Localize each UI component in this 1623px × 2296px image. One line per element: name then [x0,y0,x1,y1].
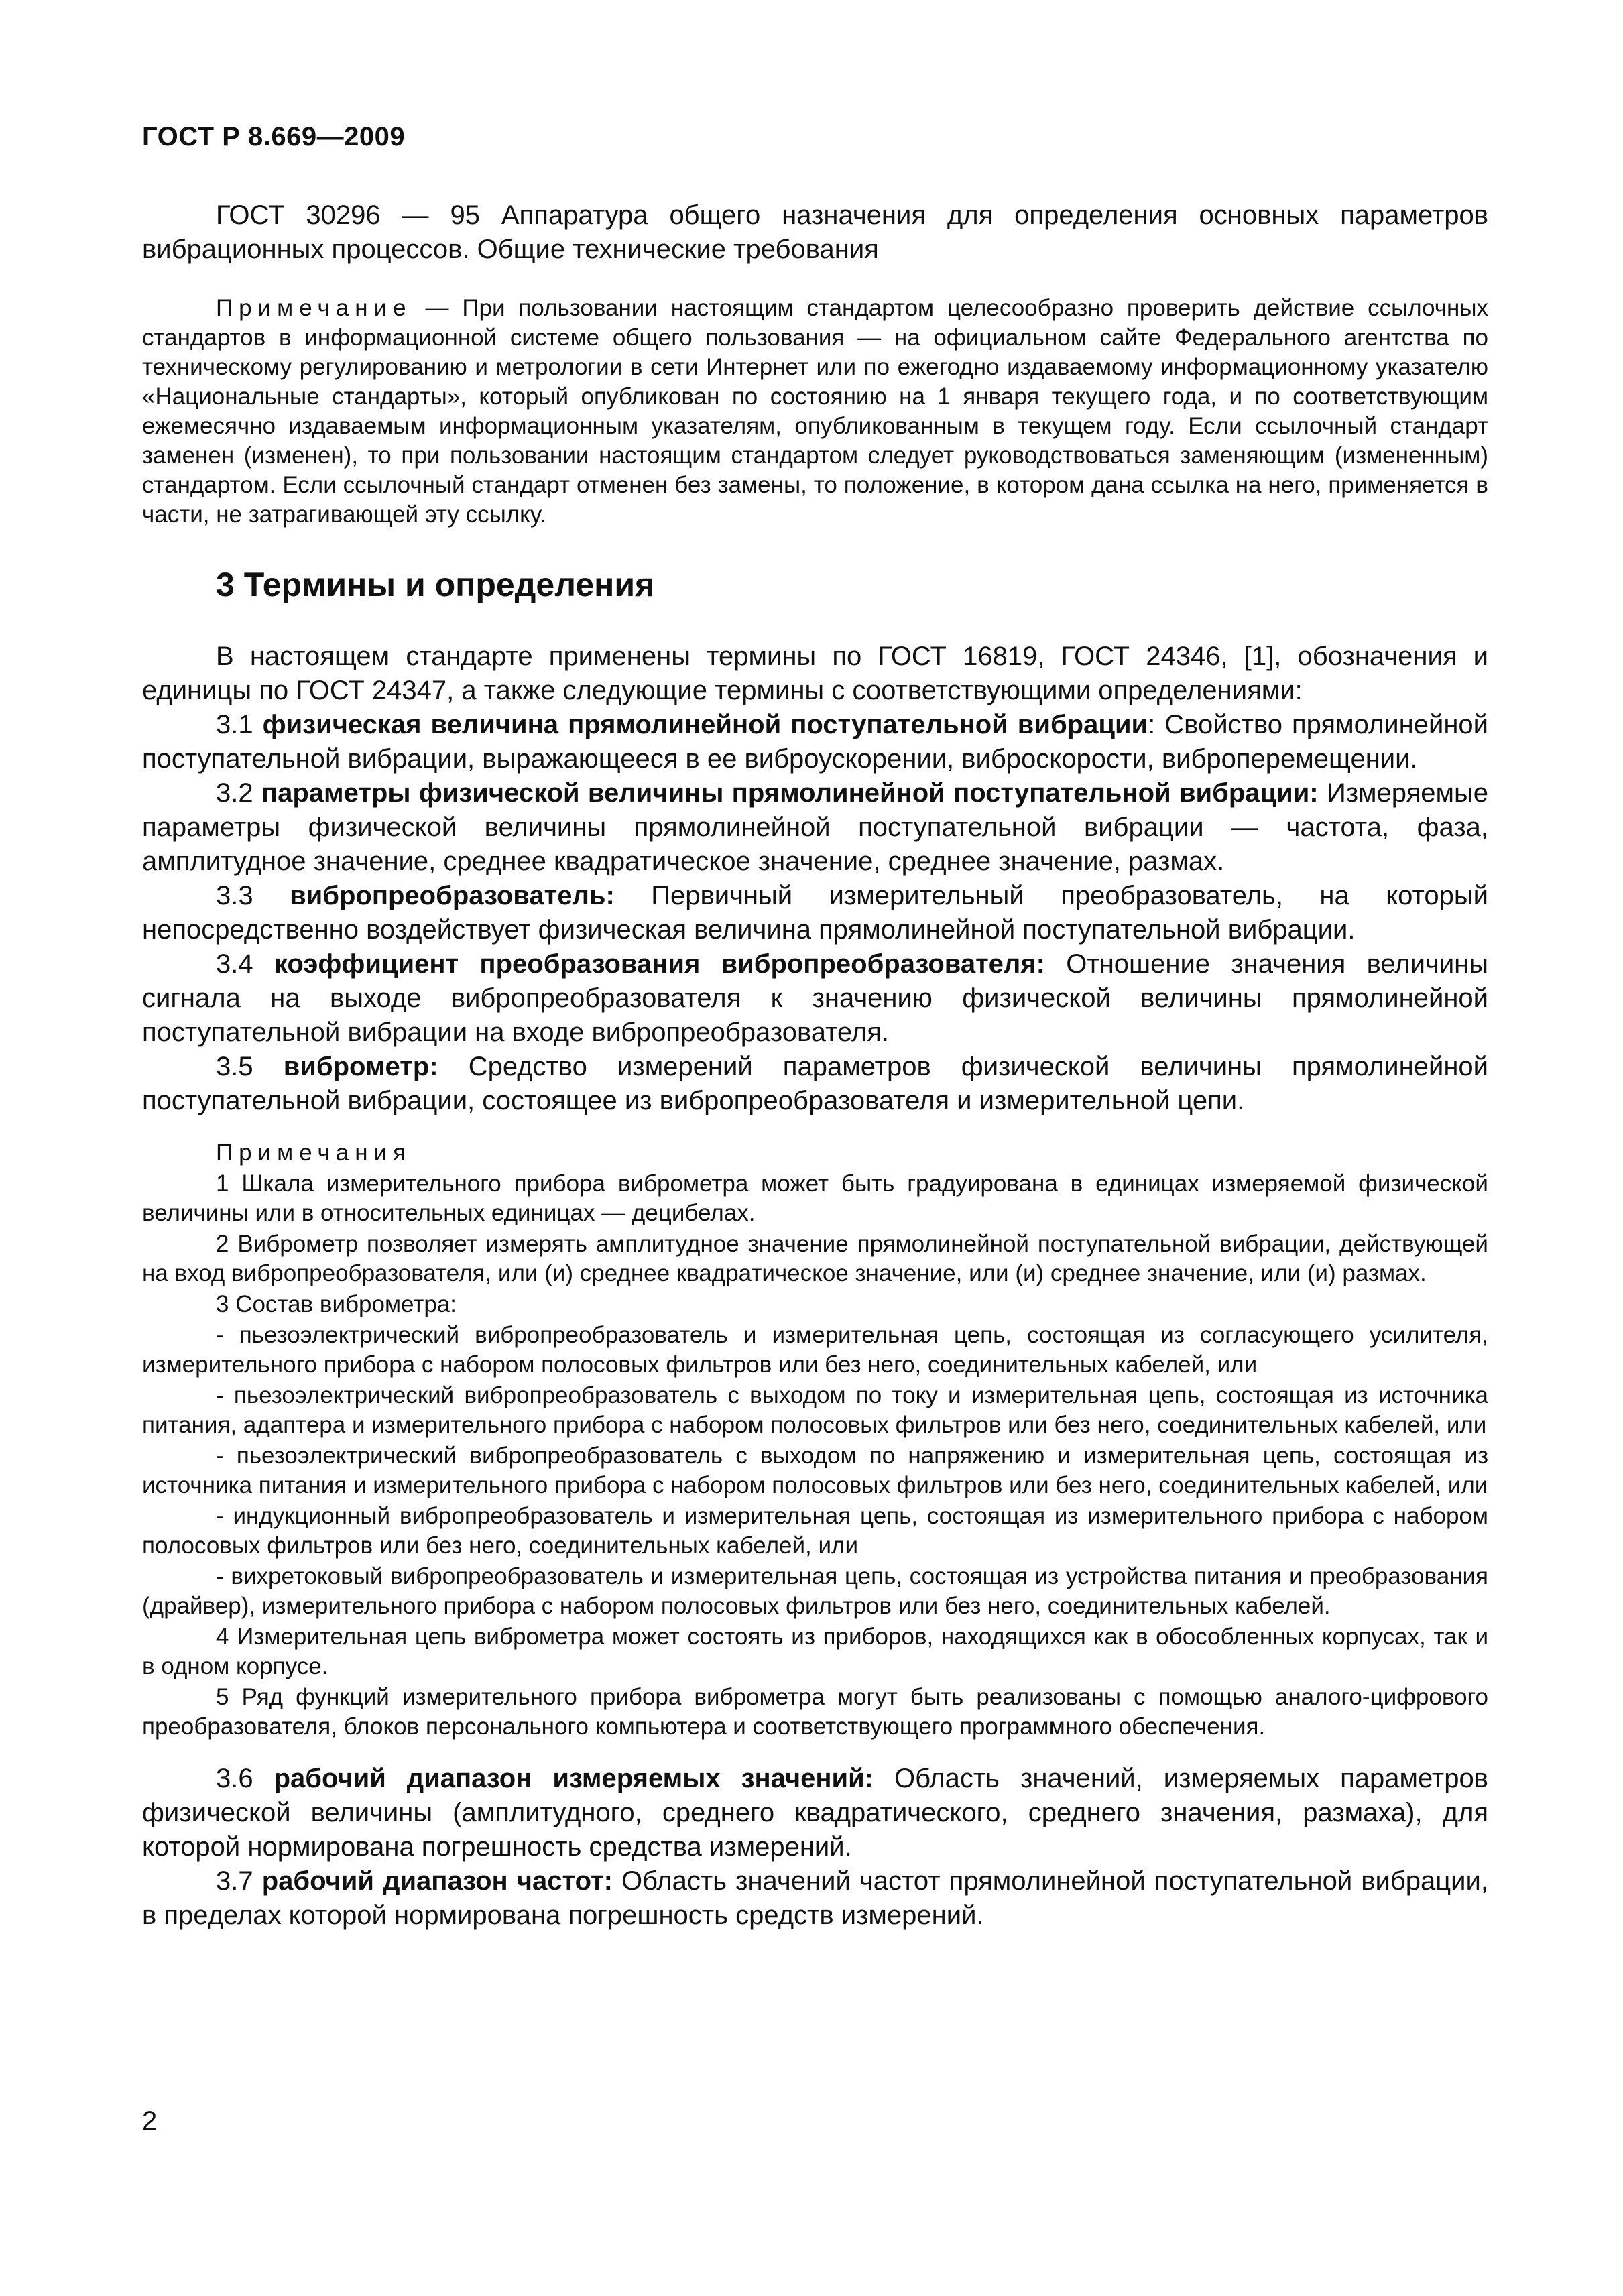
term-name: рабочий диапазон измеряемых значений: [274,1764,874,1793]
term-name: параметры физической величины прямолинейной поступательной вибрации: [261,778,1319,808]
term-3-4 [142,947,1488,1050]
term-3-1 [142,708,1488,776]
section-3-intro: В настоящем стандарте применены термины по ГОСТ 16819, ГОСТ 24346, [1], обозначения и единицы по ГОСТ 24347, а также следующие термины с соответствующими определениями: [142,642,1488,705]
note-top [142,294,1488,530]
section-3-title: 3 Термины и определения [216,566,655,603]
term-name: вибропреобразователь: [290,881,615,910]
term-separator: : [1148,710,1156,739]
term-3-2 [142,776,1488,879]
term-3-6 [142,1762,1488,1864]
term-number: 3.3 [216,881,253,910]
note-item: 4 Измерительная цепь виброметра может состоять из приборов, находящихся как в обособленных корпусах, так и в одном корпусе. [142,1624,1488,1679]
note-top-text: — При пользовании настоящим стандартом целесообразно проверить действие ссылочных стандартов в информационной системе общего пользования — на официальном сайте Федерального агентства по техническому регулированию и метрологии в сети Интернет или по ежегодно издаваемому информационному указателю «Национальные стандарты», который опубликован по состоянию на 1 января текущего года, и по соответствующим ежемесячно издаваемым информационным указателям, опубликованным в текущем году. Если ссылочный стандарт заменен (изменен), то при пользовании настоящим стандартом следует руководствоваться заменяющим (измененным) стандартом. Если ссылочный стандарт отменен без замены, то положение, в котором дана ссылка на него, применяется в части, не затрагивающей эту ссылку. [142,295,1488,528]
term-number: 3.1 [216,710,253,739]
term-name: коэффициент преобразования вибропреобразователя: [274,949,1045,979]
notes-heading: Примечания [216,1140,412,1166]
note-top-label: Примечание [216,295,412,321]
notes-block [142,1138,1488,1742]
document-header: ГОСТ Р 8.669—2009 [142,122,406,152]
term-number: 3.7 [216,1866,253,1896]
term-name: виброметр: [283,1052,438,1081]
document-body [142,198,1488,1939]
note-item: - вихретоковый вибропреобразователь и измерительная цепь, состоящая из устройства питания и преобразования (драйвер), измерительного прибора с набором полосовых фильтров или без него, соединительных кабелей. [142,1563,1488,1619]
term-definition: Первичный измерительный преобразователь, на который непосредственно воздействует физическая величина прямолинейной поступательной вибрации. [142,881,1488,945]
term-number: 3.5 [216,1052,253,1081]
note-item: 1 Шкала измерительного прибора виброметра может быть градуирована в единицах измеряемой физической величины или в относительных единицах — децибелах. [142,1170,1488,1226]
note-item: - пьезоэлектрический вибропреобразователь с выходом по напряжению и измерительная цепь, состоящая из источника питания и измерительного прибора с набором полосовых фильтров или без него, соединительных кабелей, или [142,1443,1488,1498]
page-number: 2 [142,2106,158,2136]
note-item: 3 Состав виброметра: [216,1291,457,1317]
term-definition: Область значений, измеряемых параметров физической величины (амплитудного, среднего квадратического, среднего значения, размаха), для которой нормирована погрешность средства измерений. [142,1764,1488,1862]
term-name: рабочий диапазон частот: [261,1866,613,1896]
note-item: - пьезоэлектрический вибропреобразователь с выходом по току и измерительная цепь, состоящая из источника питания, адаптера и измерительного прибора с набором полосовых фильтров или без него, соединительных кабелей, или [142,1382,1488,1438]
term-number: 3.4 [216,949,253,979]
term-3-3 [142,879,1488,947]
note-item: - пьезоэлектрический вибропреобразователь и измерительная цепь, состоящая из согласующего усилителя, измерительного прибора с набором полосовых фильтров или без него, соединительных кабелей, или [142,1322,1488,1378]
term-definition: Средство измерений параметров физической величины прямолинейной поступательной вибрации, состоящее из вибропреобразователя и измерительной цепи. [142,1052,1488,1115]
term-definition: Измеряемые параметры физической величины прямолинейной поступательной вибрации — частота, фаза, амплитудное значение, среднее квадратическое значение, среднее значение, размах. [142,778,1488,876]
note-item: 5 Ряд функций измерительного прибора виброметра могут быть реализованы с помощью аналого-цифрового преобразователя, блоков персонального компьютера и соответствующего программного обеспечения. [142,1684,1488,1740]
note-item: 2 Виброметр позволяет измерять амплитудное значение прямолинейной поступательной вибрации, действующей на вход вибропреобразователя, или (и) среднее квадратическое значение, или (и) среднее значение, или (и) размах. [142,1231,1488,1286]
term-definition: Область значений частот прямолинейной поступательной вибрации, в пределах которой нормирована погрешность средств измерений. [142,1866,1488,1930]
term-definition: Отношение значения величины сигнала на выходе вибропреобразователя к значению физической величины прямолинейной поступательной вибрации на входе вибропреобразователя. [142,949,1488,1047]
term-3-7 [142,1864,1488,1933]
note-item: - индукционный вибропреобразователь и измерительная цепь, состоящая из измерительного прибора с набором полосовых фильтров или без него, соединительных кабелей, или [142,1503,1488,1559]
term-3-5 [142,1050,1488,1118]
reference-gost-30296: ГОСТ 30296 — 95 Аппаратура общего назначения для определения основных параметров вибрационных процессов. Общие технические требования [142,200,1488,264]
term-name: физическая величина прямолинейной поступательной вибрации [262,710,1148,739]
term-number: 3.2 [216,778,253,808]
term-definition: Свойство прямолинейной поступательной вибрации, выражающееся в ее виброускорении, виброскорости, виброперемещении. [142,710,1488,774]
term-number: 3.6 [216,1764,253,1793]
